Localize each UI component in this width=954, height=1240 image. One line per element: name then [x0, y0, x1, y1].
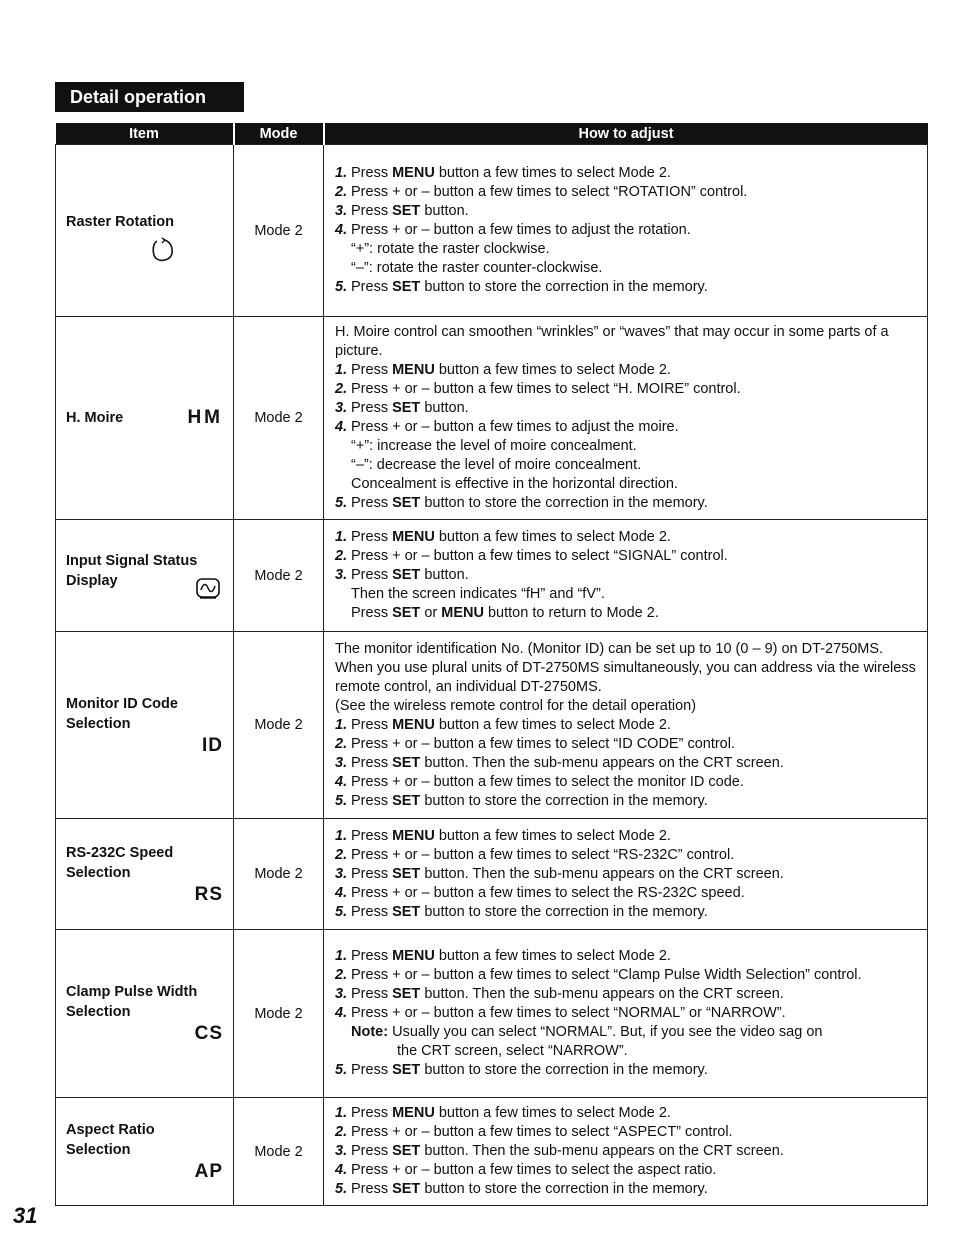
table-row-clamp-pulse	[56, 930, 928, 1098]
step: 4. Press + or – button a few times to select the RS-232C speed.	[335, 884, 745, 901]
step: 5. Press SET button to store the correction in the memory.	[335, 495, 708, 511]
step: 1. Press MENU button a few times to select Mode 2.	[335, 948, 671, 964]
mode-cell: Mode 2	[234, 317, 324, 520]
detail-operation-table	[55, 123, 928, 1206]
table-row-h-moire	[56, 317, 928, 520]
table-row-input-signal-status	[56, 520, 928, 632]
item-cell	[56, 317, 234, 520]
table-row-raster-rotation	[56, 145, 928, 317]
item-cell	[56, 632, 234, 819]
step: 3. Press SET button. Then the sub-menu appears on the CRT screen.	[335, 1143, 784, 1159]
step-detail: “–”: decrease the level of moire concealment.	[351, 457, 642, 473]
how-cell	[324, 145, 928, 317]
step-detail: Then the screen indicates “fH” and “fV”.	[351, 586, 605, 602]
mode-cell: Mode 2	[234, 632, 324, 819]
step: 1. Press MENU button a few times to select Mode 2.	[335, 827, 671, 844]
table-row-aspect-ratio	[56, 1098, 928, 1206]
step: 3. Press SET button.	[335, 203, 469, 219]
item-symbol: HM	[187, 407, 223, 428]
item-name: RS-232C Speed Selection	[66, 844, 174, 881]
how-cell	[324, 632, 928, 819]
step: 3. Press SET button.	[335, 567, 469, 583]
step-detail: Concealment is effective in the horizontal direction.	[351, 476, 678, 492]
how-cell	[324, 819, 928, 930]
column-header-how: How to adjust	[324, 123, 928, 145]
mode-cell: Mode 2	[234, 1098, 324, 1206]
step: 2. Press + or – button a few times to select “RS-232C” control.	[335, 846, 735, 863]
item-cell	[56, 145, 234, 317]
step: 4. Press + or – button a few times to adjust the moire.	[335, 419, 679, 435]
table-header-row	[56, 123, 928, 145]
table-row-rs232c	[56, 819, 928, 930]
step: 3. Press SET button.	[335, 400, 469, 416]
note: Note: Usually you can select “NORMAL”. But, if you see the video sag on	[351, 1024, 823, 1040]
step-detail: Press SET or MENU button to return to Mode 2.	[351, 605, 659, 621]
column-header-item: Item	[56, 123, 234, 145]
step: 1. Press MENU button a few times to select Mode 2.	[335, 362, 671, 378]
section-title: Detail operation	[55, 82, 244, 112]
item-cell	[56, 930, 234, 1098]
step: 2. Press + or – button a few times to select “ROTATION” control.	[335, 184, 748, 200]
item-cell	[56, 819, 234, 930]
item-cell	[56, 520, 234, 632]
step: 2. Press + or – button a few times to select “ID CODE” control.	[335, 735, 735, 752]
step: 3. Press SET button. Then the sub-menu appears on the CRT screen.	[335, 986, 784, 1002]
how-cell	[324, 317, 928, 520]
how-cell	[324, 1098, 928, 1206]
step: 4. Press + or – button a few times to select the monitor ID code.	[335, 773, 744, 790]
step: 5. Press SET button to store the correction in the memory.	[335, 1181, 708, 1197]
item-name: Monitor ID Code Selection	[66, 695, 178, 732]
step: 5. Press SET button to store the correction in the memory.	[335, 903, 708, 920]
step-detail: “–”: rotate the raster counter-clockwise.	[351, 260, 603, 276]
step: 2. Press + or – button a few times to select “Clamp Pulse Width Selection” control.	[335, 967, 862, 983]
step: 4. Press + or – button a few times to select “NORMAL” or “NARROW”.	[335, 1005, 786, 1021]
how-cell	[324, 930, 928, 1098]
column-header-mode: Mode	[234, 123, 324, 145]
item-name: Input Signal Status Display	[66, 552, 198, 589]
rotation-icon	[66, 236, 223, 264]
intro-text: The monitor identification No. (Monitor ID) can be set up to 10 (0 – 9) on DT-2750MS. When you use plural units of DT-2750MS simultaneously, you can address via the wireless remote control, an individual DT-2750MS.	[335, 640, 916, 695]
note-continuation: the CRT screen, select “NARROW”.	[397, 1043, 628, 1059]
intro-text: H. Moire control can smoothen “wrinkles” or “waves” that may occur in some parts of a picture.	[335, 324, 889, 359]
step: 2. Press + or – button a few times to select “H. MOIRE” control.	[335, 381, 741, 397]
step: 2. Press + or – button a few times to select “ASPECT” control.	[335, 1124, 733, 1140]
step-detail: “+”: rotate the raster clockwise.	[351, 241, 550, 257]
step: 4. Press + or – button a few times to select the aspect ratio.	[335, 1162, 717, 1178]
mode-cell: Mode 2	[234, 819, 324, 930]
step: 1. Press MENU button a few times to select Mode 2.	[335, 716, 671, 733]
mode-cell: Mode 2	[234, 520, 324, 632]
step: 1. Press MENU button a few times to select Mode 2.	[335, 1105, 671, 1121]
page-number: 31	[13, 1203, 38, 1228]
item-cell	[56, 1098, 234, 1206]
step: 3. Press SET button. Then the sub-menu appears on the CRT screen.	[335, 754, 784, 771]
item-name: H. Moire	[66, 410, 124, 426]
step-detail: “+”: increase the level of moire concealment.	[351, 438, 637, 454]
how-cell	[324, 520, 928, 632]
item-name: Clamp Pulse Width Selection	[66, 984, 198, 1020]
intro-note: (See the wireless remote control for the detail operation)	[335, 697, 697, 714]
item-name: Raster Rotation	[66, 213, 174, 230]
item-symbol: CS	[194, 1023, 223, 1044]
table-row-monitor-id	[56, 632, 928, 819]
step: 4. Press + or – button a few times to adjust the rotation.	[335, 222, 691, 238]
step: 1. Press MENU button a few times to select Mode 2.	[335, 529, 671, 545]
step: 5. Press SET button to store the correction in the memory.	[335, 792, 708, 809]
mode-cell: Mode 2	[234, 930, 324, 1098]
step: 5. Press SET button to store the correction in the memory.	[335, 1062, 708, 1078]
step: 1. Press MENU button a few times to select Mode 2.	[335, 165, 671, 181]
item-symbol: ID	[202, 734, 223, 756]
step: 5. Press SET button to store the correction in the memory.	[335, 279, 708, 295]
step: 2. Press + or – button a few times to select “SIGNAL” control.	[335, 548, 728, 564]
step: 3. Press SET button. Then the sub-menu appears on the CRT screen.	[335, 865, 784, 882]
item-name: Aspect Ratio Selection	[66, 1122, 155, 1158]
item-symbol: AP	[194, 1161, 223, 1182]
mode-cell: Mode 2	[234, 145, 324, 317]
item-symbol: RS	[194, 883, 223, 905]
